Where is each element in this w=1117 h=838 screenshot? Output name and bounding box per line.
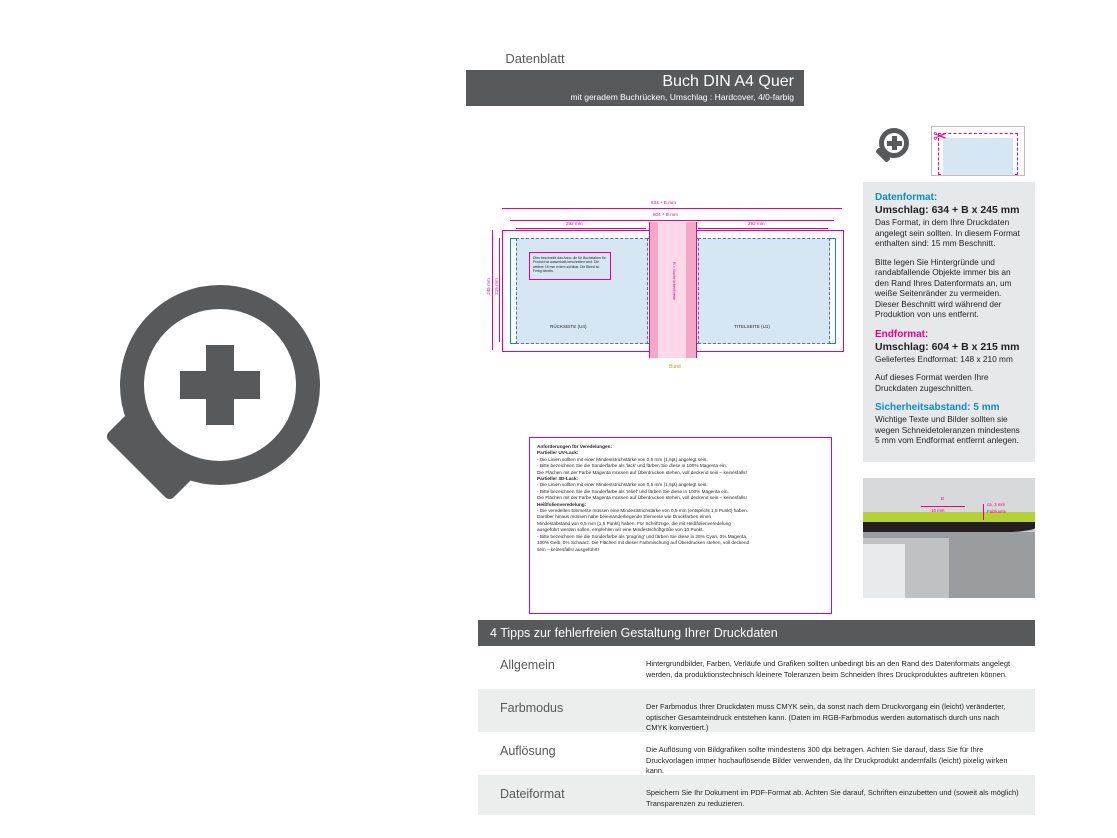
veredelung-line: - Die Linien sollten mit einer Mindeststrichstärke von 0,5 mm (1,5pt) angelegt sein. bbox=[537, 482, 708, 488]
dimension-label-outer-width: 634 + B mm bbox=[651, 200, 676, 205]
back-panel-caption: RÜCKSEITE (U4) bbox=[550, 324, 587, 329]
veredelung-line: Die Flächen mit der Farbe Magenta müssen auf Überdrucken stehen, voll deckend sein – keinesfalls! bbox=[537, 469, 747, 475]
document-title-bar bbox=[466, 70, 804, 106]
dimension-label-front-panel: 292 mm bbox=[748, 221, 765, 226]
endformat-heading: Endformat: bbox=[875, 328, 929, 340]
info-panel-body bbox=[863, 182, 1035, 462]
tip-row-dateiformat bbox=[478, 775, 1035, 815]
front-panel-caption: TITELSEITE (U1) bbox=[734, 324, 770, 329]
format-preview-content-area bbox=[943, 138, 1013, 175]
page-right-margin bbox=[1071, 0, 1117, 838]
tip-text-allgemein: Hintergrundbilder, Farben, Verläufe und Grafiken sollten unbedingt bis an den Rand des Datenformats angelegt werden, da produktionstechnisch kleinere Toleranzen beim Schneiden Ihres Druckproduktes auftreten können. bbox=[646, 659, 1011, 679]
page-subtitle: mit geradem Buchrücken, Umschlag : Hardcover, 4/0-farbig bbox=[570, 92, 794, 102]
cross-section-dim-line-side bbox=[983, 504, 984, 520]
cross-section-dim-label-falzkante: Falzkante bbox=[987, 509, 1007, 514]
tip-row-aufloesung bbox=[478, 732, 1035, 775]
sicherheitsabstand-text: Wichtige Texte und Bilder sollten sie wegen Schneidetoleranzen mindestens 5 mm vom Endformat entfernt anlegen. bbox=[875, 414, 1020, 445]
veredelung-line: Partieller UV-Lack: bbox=[537, 450, 579, 456]
tip-label-dateiformat: Dateiformat bbox=[500, 787, 565, 801]
magnifier-plus-horizontal bbox=[180, 371, 260, 399]
veredelung-line: - Bitte bezeichnen Sie die Sonderfarbe als 'lack' und färben Sie diese in 100% Magenta ein. bbox=[537, 463, 727, 469]
veredelung-line: Anforderungen für Veredelungen: bbox=[537, 444, 613, 449]
dimension-label-inner-width: 604 + B mm bbox=[653, 212, 678, 217]
technical-drawing bbox=[486, 196, 846, 372]
sicherheitsabstand-heading: Sicherheitsabstand: 5 mm bbox=[875, 402, 1000, 413]
hintergrund-text: Bitte legen Sie Hintergründe und randabfallende Objekte immer bis an den Rand Ihres Datenformats an, um weiße Seitenränder zu vermeiden. Dieser Beschnitt wird während der Produktion von uns entfernt. bbox=[875, 256, 1012, 319]
tab-datenblatt-label: Datenblatt bbox=[505, 50, 565, 66]
tip-text-dateiformat: Speichern Sie Ihr Dokument im PDF-Format ab. Achten Sie darauf, Schriften einzubetten und (soweit als möglich) Transparenzen zu reduzieren. bbox=[646, 788, 1019, 808]
datenformat-text: Das Format, in dem Ihre Druckdaten angelegt sein sollten. In diesem Format enthalten sind: 15 mm Beschnitt. bbox=[875, 217, 1020, 248]
tip-row-allgemein bbox=[478, 646, 1035, 689]
veredelung-line: - Die veredelten Elemente müssen eine Mindeststrichstärke von 0,5 mm (entspricht 1,5 Punkt) haben. bbox=[537, 508, 749, 514]
tip-row-farbmodus bbox=[478, 689, 1035, 732]
dimension-line-inner-height bbox=[499, 238, 500, 342]
tip-label-farbmodus: Farbmodus bbox=[500, 701, 564, 715]
dimension-line-back-panel bbox=[516, 228, 646, 229]
magnifier-plus-icon bbox=[95, 285, 325, 550]
veredelung-requirements-box bbox=[529, 437, 832, 614]
cross-section-dim-value-b: 10 mm bbox=[931, 508, 945, 513]
cross-section-white-layer bbox=[863, 544, 905, 598]
datenformat-heading: Datenformat: bbox=[875, 192, 938, 203]
veredelung-line: - Die Linien sollten mit einer Mindeststrichstärke von 0,5 mm (1,5pt) angelegt sein. bbox=[537, 456, 708, 462]
dimension-label-inner-height: 215 mm bbox=[493, 278, 499, 295]
dimension-label-back-panel: 292 mm bbox=[566, 221, 583, 226]
endformat-value: Umschlag: 604 + B x 215 mm bbox=[875, 340, 1020, 353]
dimension-line-front-panel bbox=[698, 228, 828, 229]
tip-text-aufloesung: Die Auflösung von Bildgrafiken sollte mindestens 300 dpi betragen. Achten Sie darauf, dass Sie für Ihre Druckvorlagen immer hochauflösende Bilder verwenden, da Ihr Druckprodukt andernfalls (leicht) pixelig wirken kann. bbox=[646, 745, 1008, 775]
veredelung-line: - Bitte bezeichnen Sie die Sonderfarbe als 'pragring' und färben Sie diese in 25% Cyan, 0% Magenta, bbox=[537, 533, 748, 539]
veredelung-line: Partieller 3D-Lack: bbox=[537, 476, 579, 482]
spine-width-label: B = Buchrückenbreite bbox=[672, 262, 677, 301]
endformat-text: Auf dieses Format werden Ihre Druckdaten zugeschnitten. bbox=[875, 372, 989, 393]
bund-label: Bund bbox=[669, 364, 681, 370]
veredelung-line: Darüber hinaus müssen nahe beieinanderliegende Elemente wie Druckfarben einen bbox=[537, 514, 712, 520]
tip-text-farbmodus: Der Farbmodus Ihrer Druckdaten muss CMYK sein, da sonst nach dem Druckvorgang ein (leicht) veränderter, optischer Gesamteindruck entstehen kann. (Daten im RGB-Farbmodus werden automatisch durch uns nach CMYK konvertiert.) bbox=[646, 702, 1006, 732]
cross-section-dim-label-side: ca. 3 mm bbox=[987, 502, 1006, 507]
veredelung-line: ausgeführt werden sollen, empfehlen wir eine Mindestschriftgröße von 10 Punkt. bbox=[537, 527, 704, 533]
veredelung-line: Mindestabstand von 0,5 mm (1,5 Punkt) haben. Für Schriftzüge, die mit Heißfolienveredelung bbox=[537, 520, 731, 526]
veredelung-line: Die Flächen mit der Farbe Magenta müssen auf Überdrucken stehen, voll deckend sein – keinesfalls! bbox=[537, 495, 747, 501]
veredelung-line: 100% Gelb, 0% Schwarz. Die Flächen mit dieser Farbmischung auf Überdrucken stehen, voll deckend bbox=[537, 540, 750, 546]
dimension-line-inner-width bbox=[510, 220, 834, 221]
cross-section-dim-line-b bbox=[921, 506, 965, 507]
datenformat-value: Umschlag: 634 + B x 245 mm bbox=[875, 204, 1020, 216]
magnifier-plus-horizontal-small bbox=[887, 141, 902, 146]
veredelung-line: Heißfolienveredelung: bbox=[537, 501, 587, 507]
tip-label-aufloesung: Auflösung bbox=[500, 744, 556, 758]
veredelung-line: - Bitte bezeichnen Sie die Sonderfarbe als 'relief' und färben Sie diese in 100% Magenta ein. bbox=[537, 488, 729, 494]
dimension-line-outer-width bbox=[502, 208, 842, 209]
magnifier-plus-icon-small bbox=[875, 128, 913, 170]
tip-label-allgemein: Allgemein bbox=[500, 658, 555, 672]
dimension-label-outer-height: 245 mm bbox=[485, 278, 491, 295]
tips-heading: 4 Tipps zur fehlerfreien Gestaltung Ihrer Druckdaten bbox=[478, 620, 1035, 646]
drawing-note-box: Dies beschreibt das Area, die für Buchstaben für Produkt ist ausserhalb beschnitten wird. Die weitere 15 mm extern sichtbar. Die Bleed ist Fertig bereits. bbox=[529, 252, 611, 280]
spine-cross-section-image bbox=[863, 478, 1035, 598]
scissors-icon: ✂ bbox=[933, 127, 948, 146]
tab-datenblatt[interactable] bbox=[477, 46, 593, 70]
veredelung-line: sein – keinesfalls! ausgeführt! bbox=[537, 546, 599, 552]
endformat-sub: Geliefertes Endformat: 148 x 210 mm bbox=[875, 353, 1013, 364]
info-panel-icon-row bbox=[863, 112, 1035, 183]
cross-section-dim-label-b: B bbox=[941, 496, 944, 501]
page-title: Buch DIN A4 Quer bbox=[662, 73, 794, 90]
